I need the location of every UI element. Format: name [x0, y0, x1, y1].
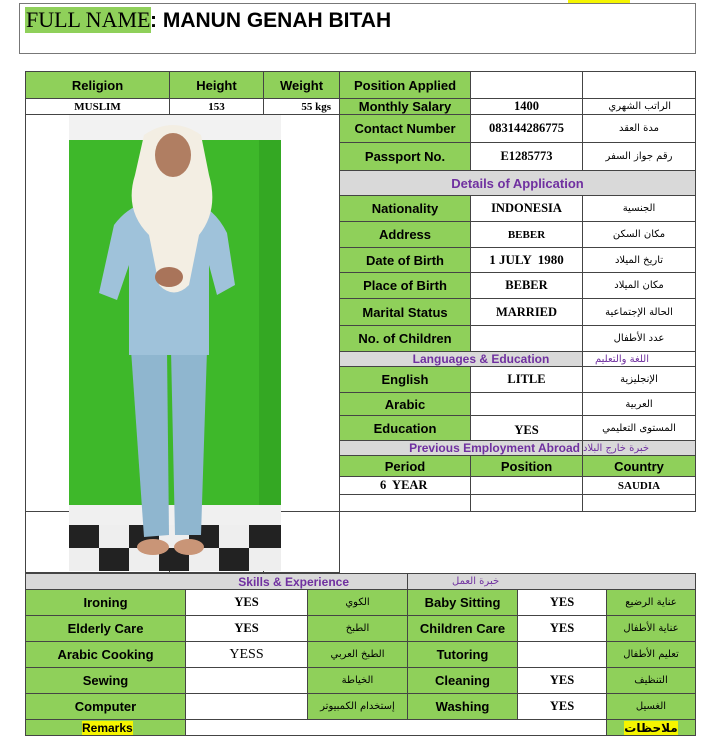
- nationality-arabic: الجنسية: [583, 196, 696, 222]
- position-applied-value: [471, 72, 583, 99]
- employment-empty-3: [583, 495, 696, 512]
- full-name-box: [19, 3, 696, 54]
- washing-arabic: الغسيل: [607, 694, 696, 720]
- elderly-care-label: Elderly Care: [26, 616, 186, 642]
- employment-title-arabic: خبرة خارج البلاد: [583, 441, 696, 456]
- elderly-care-value: YES: [186, 616, 308, 642]
- height-value: 153: [170, 99, 264, 115]
- remarks-arabic-cell: [607, 720, 696, 736]
- place-of-birth-label: Place of Birth: [340, 273, 471, 299]
- passport-no-value: E1285773: [471, 143, 583, 171]
- marital-status-value: MARRIED: [471, 299, 583, 326]
- languages-title-arabic: اللغة والتعليم: [583, 352, 696, 367]
- skills-title-arabic: خبرة العمل: [408, 574, 696, 590]
- english-value: LITLE: [471, 367, 583, 393]
- employment-title: Previous Employment Abroad: [340, 441, 583, 456]
- education-label: Education: [340, 416, 471, 441]
- sewing-value: [186, 668, 308, 694]
- passport-no-label: Passport No.: [340, 143, 471, 171]
- country-header: Country: [583, 456, 696, 477]
- religion-value: MUSLIM: [26, 99, 170, 115]
- full-name-label: FULL NAME: [26, 7, 151, 32]
- remarks-value: [186, 720, 607, 736]
- cleaning-value: YES: [518, 668, 607, 694]
- ironing-label: Ironing: [26, 590, 186, 616]
- weight-value: 55 kgs: [264, 99, 340, 115]
- tutoring-value: [518, 642, 607, 668]
- place-of-birth-arabic: مكان الميلاد: [583, 273, 696, 299]
- monthly-salary-arabic: الراتب الشهري: [583, 99, 696, 115]
- period-value: 6 YEAR: [340, 477, 471, 495]
- address-arabic: مكان السكن: [583, 222, 696, 248]
- place-of-birth-value: BEBER: [471, 273, 583, 299]
- nationality-value: INDONESIA: [471, 196, 583, 222]
- baby-sitting-arabic: عناية الرضيع: [607, 590, 696, 616]
- remarks-cell: [26, 720, 186, 736]
- address-value: BEBER: [471, 222, 583, 248]
- english-arabic: الإنجليزية: [583, 367, 696, 393]
- contact-number-value: 083144286775: [471, 115, 583, 143]
- full-name-value: : MANUN GENAH BITAH: [150, 9, 392, 32]
- marital-status-label: Marital Status: [340, 299, 471, 326]
- position-applied-arabic: [583, 72, 696, 99]
- arabic-value: [471, 393, 583, 416]
- arabic-arabic: العربية: [583, 393, 696, 416]
- skills-table: [25, 573, 696, 736]
- marital-status-arabic: الحالة الإجتماعية: [583, 299, 696, 326]
- address-label: Address: [340, 222, 471, 248]
- weight-label: Weight: [264, 72, 340, 99]
- children-care-arabic: عناية الأطفال: [607, 616, 696, 642]
- remarks-label: Remarks: [82, 720, 133, 735]
- baby-sitting-label: Baby Sitting: [408, 590, 518, 616]
- nationality-label: Nationality: [340, 196, 471, 222]
- passport-no-arabic: رقم جواز السفر: [583, 143, 696, 171]
- children-arabic: عدد الأطفال: [583, 326, 696, 352]
- monthly-salary-label: Monthly Salary: [340, 99, 471, 115]
- baby-sitting-value: YES: [518, 590, 607, 616]
- arabic-cooking-value: YESS: [186, 642, 308, 668]
- period-header: Period: [340, 456, 471, 477]
- contact-number-arabic: مدة العقد: [583, 115, 696, 143]
- applicant-photo: [69, 115, 281, 571]
- washing-label: Washing: [408, 694, 518, 720]
- computer-arabic: إستخدام الكمبيوتر: [308, 694, 408, 720]
- date-of-birth-arabic: تاريخ الميلاد: [583, 248, 696, 273]
- english-label: English: [340, 367, 471, 393]
- monthly-salary-value: 1400: [471, 99, 583, 115]
- tutoring-label: Tutoring: [408, 642, 518, 668]
- person-image: [69, 115, 281, 571]
- arabic-label: Arabic: [340, 393, 471, 416]
- children-label: No. of Children: [340, 326, 471, 352]
- cleaning-label: Cleaning: [408, 668, 518, 694]
- sewing-label: Sewing: [26, 668, 186, 694]
- elderly-care-arabic: الطبخ: [308, 616, 408, 642]
- washing-value: YES: [518, 694, 607, 720]
- tutoring-arabic: تعليم الأطفال: [607, 642, 696, 668]
- children-value: [471, 326, 583, 352]
- languages-title: Languages & Education: [340, 352, 583, 367]
- position-value: [471, 477, 583, 495]
- children-care-value: YES: [518, 616, 607, 642]
- education-value: YES: [471, 416, 583, 441]
- cleaning-arabic: التنظيف: [607, 668, 696, 694]
- skills-title: Skills & Experience: [26, 574, 408, 590]
- education-arabic: المستوى التعليمي: [583, 416, 696, 441]
- employment-empty-1: [340, 495, 471, 512]
- computer-value: [186, 694, 308, 720]
- height-label: Height: [170, 72, 264, 99]
- country-value: SAUDIA: [583, 477, 696, 495]
- arabic-cooking-arabic: الطبخ العربي: [308, 642, 408, 668]
- remarks-arabic: ملاحظات: [624, 721, 678, 735]
- ironing-value: YES: [186, 590, 308, 616]
- employment-empty-2: [471, 495, 583, 512]
- position-header: Position: [471, 456, 583, 477]
- position-applied-label: Position Applied: [340, 72, 471, 99]
- arabic-cooking-label: Arabic Cooking: [26, 642, 186, 668]
- ironing-arabic: الكوي: [308, 590, 408, 616]
- contact-number-label: Contact Number: [340, 115, 471, 143]
- religion-label: Religion: [26, 72, 170, 99]
- children-care-label: Children Care: [408, 616, 518, 642]
- details-title: Details of Application: [340, 171, 696, 196]
- date-of-birth-value: 1 JULY 1980: [471, 248, 583, 273]
- sewing-arabic: الخياطة: [308, 668, 408, 694]
- computer-label: Computer: [26, 694, 186, 720]
- date-of-birth-label: Date of Birth: [340, 248, 471, 273]
